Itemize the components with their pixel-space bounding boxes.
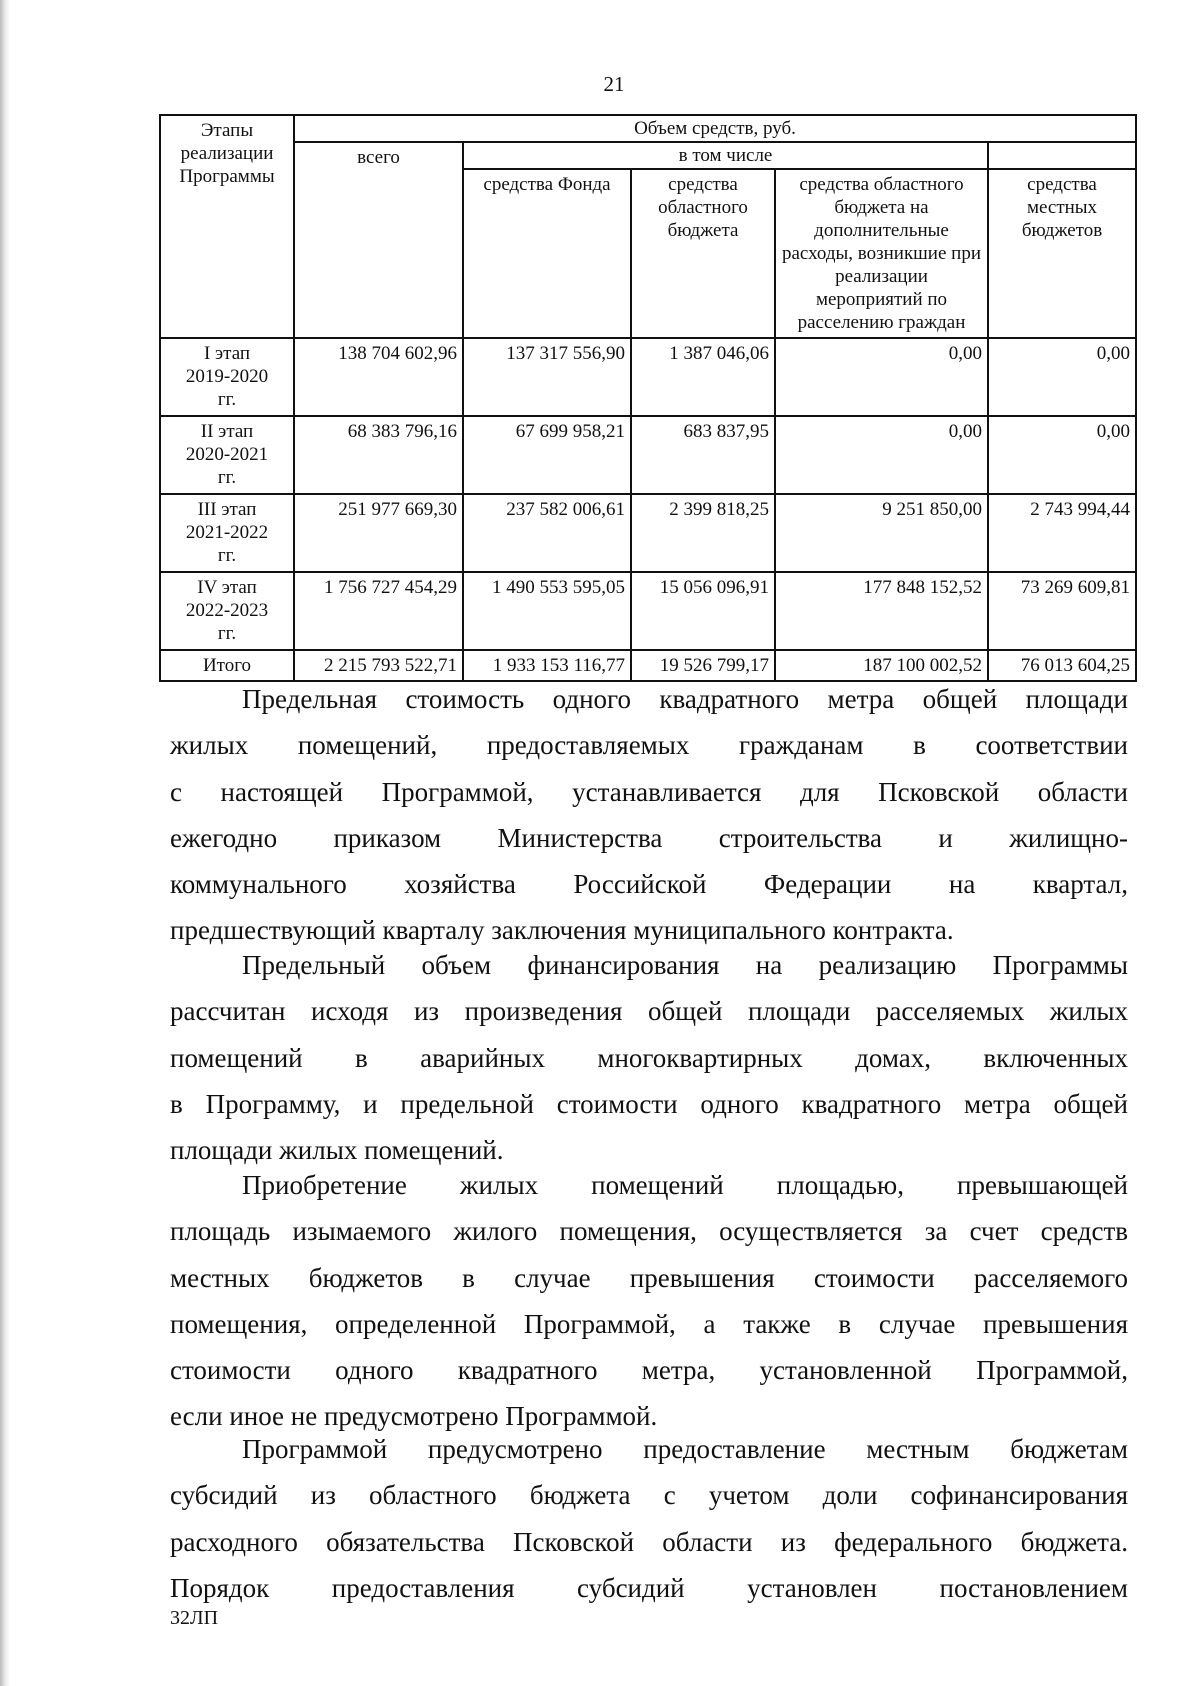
fund-cell: 137 317 556,90 [463, 338, 631, 416]
regional-cell: 2 399 818,25 [631, 494, 775, 572]
text-line: коммунального хозяйства Российской Федерации на квартал, [170, 869, 1128, 900]
header-including: в том числе [463, 142, 988, 169]
text-line: Приобретение жилых помещений площадью, превышающей [242, 1170, 1128, 1200]
fund-cell: 1 933 153 116,77 [463, 650, 631, 681]
stage-years-suffix: гг. [217, 467, 237, 488]
stage-years: 2022-2023 [185, 600, 269, 621]
local-cell: 2 743 994,44 [988, 494, 1136, 572]
local-cell: 0,00 [988, 338, 1136, 416]
paragraph-funding-limit [170, 942, 1128, 1173]
total-label: Итого [160, 650, 294, 681]
total-cell: 2 215 793 522,71 [294, 650, 463, 681]
header-regional: средства областного бюджета [631, 169, 775, 338]
text-line: субсидий из областного бюджета с учетом доли софинансирования [170, 1480, 1128, 1511]
total-cell: 68 383 796,16 [294, 416, 463, 494]
paragraph-acquisition [170, 1162, 1128, 1440]
stage-years: 2021-2022 [185, 522, 269, 543]
table-header-row [160, 142, 1136, 169]
header-stages: Этапы реализации Программы [160, 115, 294, 338]
stage-name: II этап [200, 421, 254, 442]
budget-table [159, 114, 1137, 682]
text-line: в Программу, и предельной стоимости одного квадратного метра общей [170, 1088, 1128, 1119]
header-local: средства местных бюджетов [988, 169, 1136, 338]
fund-cell: 67 699 958,21 [463, 416, 631, 494]
stage-years-suffix: гг. [217, 389, 237, 410]
text-line: Предельная стоимость одного квадратного метра общей площади [242, 684, 1128, 714]
text-line: площадь изымаемого жилого помещения, осуществляется за счет средств [170, 1216, 1128, 1247]
stage-cell [160, 338, 294, 416]
stage-cell [160, 494, 294, 572]
text-line: Предельный объем финансирования на реализацию Программы [242, 950, 1128, 980]
text-line: площади жилых помещений. [170, 1135, 504, 1166]
table-row [160, 416, 1136, 494]
text-line: если иное не предусмотрено Программой. [170, 1401, 658, 1432]
text-line: стоимости одного квадратного метра, установленной Программой, [170, 1355, 1128, 1386]
regional-cell: 19 526 799,17 [631, 650, 775, 681]
header-fund: средства Фонда [463, 169, 631, 338]
table-row [160, 338, 1136, 416]
stage-years-suffix: гг. [217, 623, 237, 644]
text-line: жилых помещений, предоставляемых гражданам в соответствии [170, 730, 1128, 761]
table-row [160, 572, 1136, 650]
regional-cell: 1 387 046,06 [631, 338, 775, 416]
total-cell: 1 756 727 454,29 [294, 572, 463, 650]
local-cell: 76 013 604,25 [988, 650, 1136, 681]
text-line: предшествующий кварталу заключения муниципального контракта. [170, 915, 954, 946]
text-line: помещения, определенной Программой, а также в случае превышения [170, 1308, 1128, 1339]
regional-additional-cell: 177 848 152,52 [775, 572, 988, 650]
regional-additional-cell: 0,00 [775, 416, 988, 494]
paragraph-price-limit [170, 676, 1128, 954]
local-cell: 73 269 609,81 [988, 572, 1136, 650]
regional-cell: 15 056 096,91 [631, 572, 775, 650]
regional-additional-cell: 0,00 [775, 338, 988, 416]
regional-additional-cell: 187 100 002,52 [775, 650, 988, 681]
fund-cell: 237 582 006,61 [463, 494, 631, 572]
stage-years: 2019-2020 [185, 366, 269, 387]
header-empty-cell [988, 142, 1136, 169]
regional-cell: 683 837,95 [631, 416, 775, 494]
table-row [160, 494, 1136, 572]
regional-additional-cell: 9 251 850,00 [775, 494, 988, 572]
text-line: ежегодно приказом Министерства строительства и жилищно- [170, 822, 1128, 853]
paragraph-subsidies [170, 1426, 1128, 1611]
total-cell: 138 704 602,96 [294, 338, 463, 416]
stage-name: III этап [197, 499, 257, 520]
total-cell: 251 977 669,30 [294, 494, 463, 572]
text-line: помещений в аварийных многоквартирных домах, включенных [170, 1042, 1128, 1073]
stage-cell [160, 416, 294, 494]
table-header-row [160, 115, 1136, 142]
scan-edge [0, 0, 10, 1686]
text-line: рассчитан исходя из произведения общей площади расселяемых жилых [170, 996, 1128, 1027]
stage-name: IV этап [197, 577, 257, 598]
footer-code: 32ЛП [170, 1607, 219, 1629]
stage-years-suffix: гг. [217, 545, 237, 566]
text-line: Порядок предоставления субсидий установлен постановлением [170, 1572, 1128, 1603]
text-line: Программой предусмотрено предоставление местным бюджетам [242, 1434, 1128, 1464]
stage-cell [160, 572, 294, 650]
text-line: местных бюджетов в случае превышения стоимости расселяемого [170, 1262, 1128, 1293]
local-cell: 0,00 [988, 416, 1136, 494]
header-total: всего [294, 142, 463, 338]
stage-name: I этап [203, 343, 251, 364]
fund-cell: 1 490 553 595,05 [463, 572, 631, 650]
page-number: 21 [603, 72, 625, 96]
header-regional-additional: средства областного бюджета на дополнительные расходы, возникшие при реализации мероприятий по расселению граждан [775, 169, 988, 338]
header-volume: Объем средств, руб. [294, 115, 1136, 142]
text-line: с настоящей Программой, устанавливается для Псковской области [170, 776, 1128, 807]
stage-years: 2020-2021 [185, 444, 269, 465]
text-line: расходного обязательства Псковской области из федерального бюджета. [170, 1526, 1128, 1557]
